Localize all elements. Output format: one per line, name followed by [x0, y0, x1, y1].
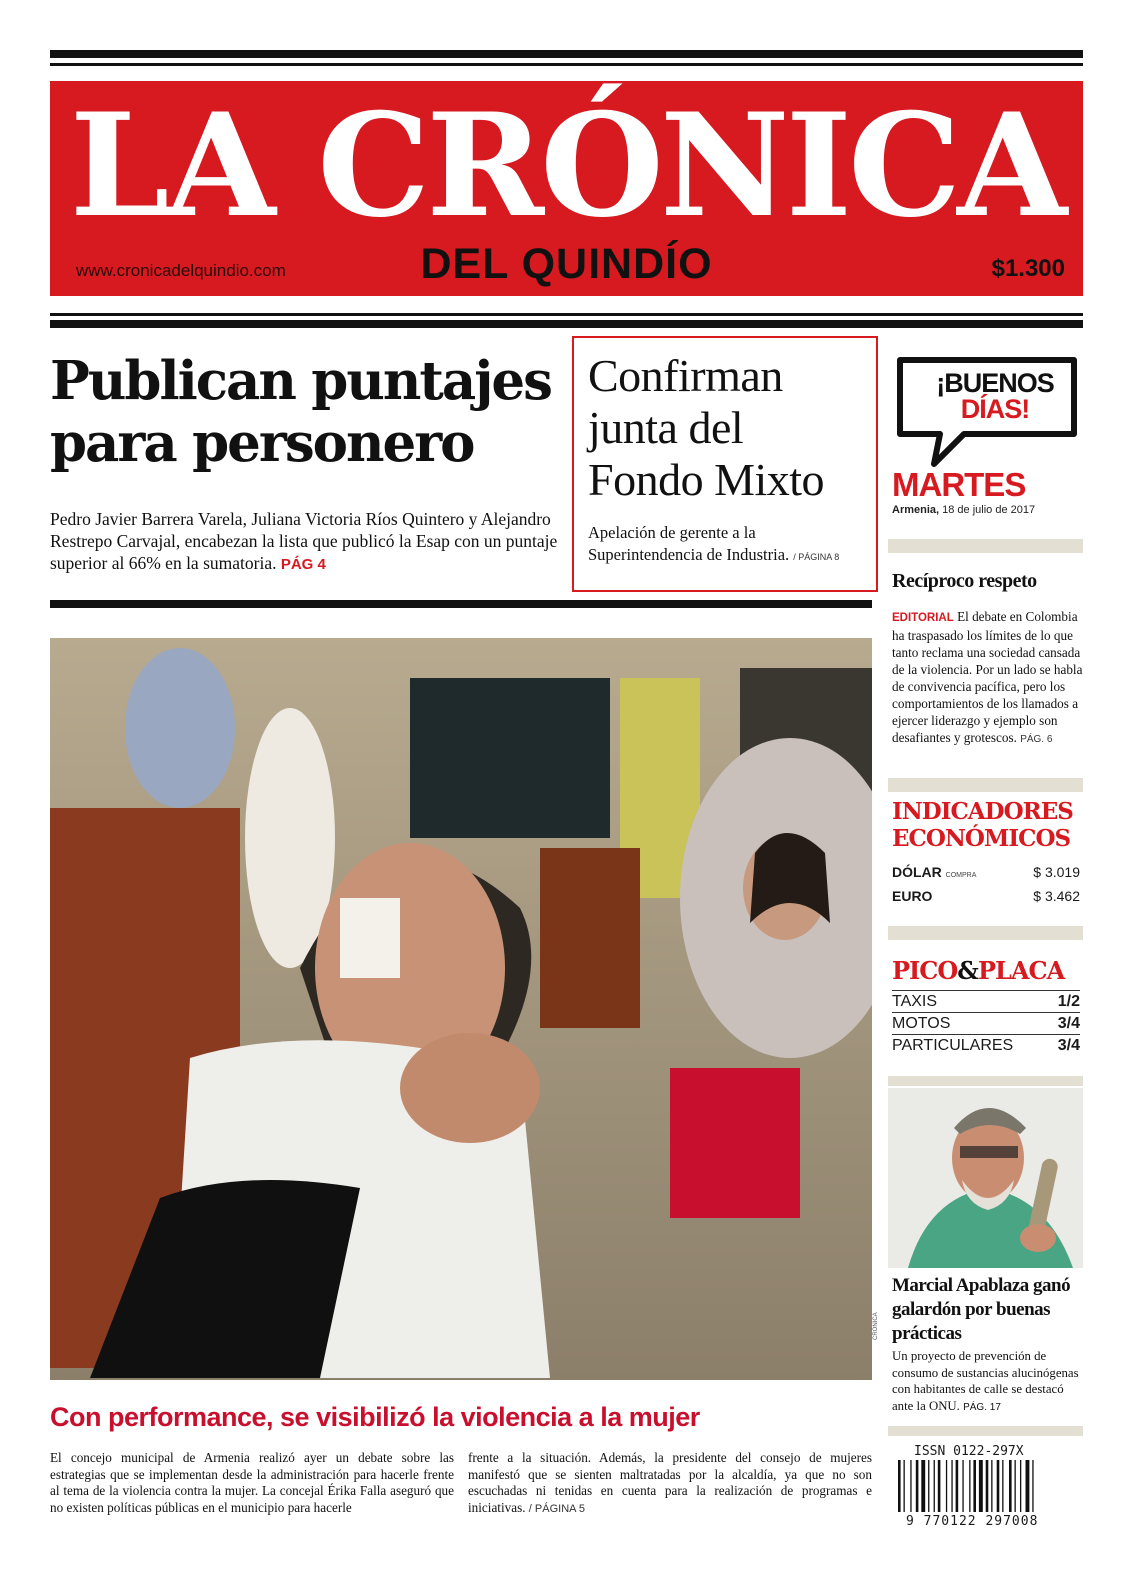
profile-photo — [888, 1088, 1083, 1268]
barcode-bar — [904, 1460, 905, 1512]
barcode-bar — [991, 1460, 992, 1512]
main-photo-image — [50, 638, 872, 1380]
buenos-dias-line-1: ¡BUENOS — [936, 368, 1054, 398]
weekday: MARTES — [892, 466, 1026, 503]
photo-credit: CRÓNICA — [873, 1312, 879, 1340]
photo-story-col-2 — [468, 1450, 872, 1517]
lead-headline[interactable]: Publican puntajes para personero — [50, 350, 551, 474]
indicator-note: COMPRA — [945, 872, 977, 879]
editorial-body — [892, 608, 1083, 748]
photo-story-headline[interactable]: Con performance, se visibilizó la violencia a la mujer — [50, 1402, 700, 1432]
profile-page-ref[interactable]: PÁG. 17 — [963, 1401, 1001, 1413]
top-rule-thin — [50, 63, 1083, 66]
barcode-bar — [921, 1460, 925, 1512]
indicator-row-dollar — [892, 864, 1080, 880]
divider-bar — [888, 539, 1083, 553]
editorial-page-ref[interactable]: PÁG. 6 — [1020, 734, 1053, 745]
barcode-bar — [916, 1460, 919, 1512]
barcode-bar — [934, 1460, 935, 1512]
divider-bar — [888, 1426, 1083, 1436]
buenos-dias-text — [910, 370, 1080, 422]
pico-placa-label: TAXIS — [892, 992, 938, 1010]
indicator-value: $ 3.462 — [1033, 888, 1080, 904]
boxed-story-page-ref[interactable]: / PÁGINA 8 — [793, 552, 840, 562]
barcode-bar — [973, 1460, 976, 1512]
boxed-story[interactable] — [572, 336, 878, 592]
pico-placa-row — [892, 1012, 1080, 1034]
boxed-story-headline: Confirman junta del Fondo Mixto — [588, 350, 825, 505]
photo-story-page-ref[interactable]: / PÁGINA 5 — [528, 1502, 586, 1515]
barcode-bar — [956, 1460, 959, 1512]
barcode-bar — [951, 1460, 952, 1512]
newspaper-title: LA CRÓNICA — [69, 83, 1064, 249]
barcode-bar — [1026, 1460, 1030, 1512]
divider-bar — [888, 1076, 1083, 1086]
sidebar — [888, 336, 1083, 1576]
dateline-date: 18 de julio de 2017 — [942, 504, 1036, 516]
divider-bar — [888, 926, 1083, 940]
buenos-dias-line-2: DÍAS! — [960, 394, 1030, 424]
barcode-digits: 9 770122 297008 — [906, 1514, 1039, 1529]
website-url[interactable]: www.cronicadelquindio.com — [76, 261, 286, 280]
barcode — [888, 1444, 1083, 1532]
barcode-bar — [969, 1460, 970, 1512]
lead-summary-text: Pedro Javier Barrera Varela, Juliana Victoria Ríos Quintero y Alejandro Restrepo Carvajal, encabezan la lista que publicó la Esap con un puntaje superior al 66% en la sumatoria. — [50, 509, 558, 573]
indicator-row-euro — [892, 888, 1080, 904]
indicator-name: DÓLAR — [892, 864, 942, 880]
boxed-story-summary — [588, 522, 862, 568]
pico-placa-title-b: PLACA — [977, 956, 1065, 985]
profile-photo-image — [888, 1088, 1083, 1268]
pico-placa-title-a: PICO — [892, 956, 958, 985]
barcode-bar — [1015, 1460, 1016, 1512]
pico-placa-label: PARTICULARES — [892, 1036, 1014, 1054]
lead-summary — [50, 508, 570, 576]
lead-bottom-rule — [50, 600, 872, 608]
barcode-bar — [979, 1460, 983, 1512]
editorial-text: El debate en Colombia ha traspasado los límites de lo que tanto reclama una sociedad cansada de la violencia. Por un lado se habla de convivencia pacífica, pero los comportamientos de los llamados a ejercer liderazgo y ejemplo son desafiantes y grotescos. — [892, 609, 1083, 745]
pico-placa-row — [892, 1034, 1080, 1056]
barcode-bar — [1020, 1460, 1021, 1512]
photo-story-col-2-text: frente a la situación. Además, la presidente del consejo de mujeres manifestó que se sienten maltratadas por la alcaldía, ya que no son escuchadas ni tenidas en cuenta para la realización de programas e iniciativas. — [468, 1450, 872, 1515]
divider-bar — [888, 778, 1083, 792]
masthead-rule-thin — [50, 313, 1083, 316]
masthead — [50, 81, 1083, 296]
lead-page-ref[interactable]: PÁG 4 — [280, 556, 326, 573]
pico-placa-label: MOTOS — [892, 1014, 951, 1032]
indicators-title: INDICADORES ECONÓMICOS — [892, 798, 1073, 852]
photo-story-col-1: El concejo municipal de Armenia realizó ayer un debate sobre las estrategias que se implementan desde la administración para hacerle frente al tema de la violencia contra la mujer. La concejal Érika Falla aseguró que no existen políticas públicas en el municipio para hacerle — [50, 1450, 454, 1515]
indicator-label — [892, 864, 976, 880]
profile-text: Un proyecto de prevención de consumo de sustancias alucinógenas con habitantes de calle se destacó ante la ONU. — [892, 1349, 1079, 1413]
pico-placa-value: 3/4 — [1057, 1036, 1080, 1054]
barcode-bar — [938, 1460, 941, 1512]
barcode-bar — [928, 1460, 929, 1512]
pico-placa-value: 1/2 — [1057, 992, 1080, 1010]
barcode-bars — [888, 1460, 1083, 1516]
editorial-title[interactable]: Recíproco respeto — [892, 570, 1037, 592]
dateline-city: Armenia, — [892, 504, 940, 516]
cover-price: $1.300 — [991, 255, 1065, 282]
barcode-bar — [910, 1460, 911, 1512]
barcode-bar — [986, 1460, 989, 1512]
barcode-bar — [1032, 1460, 1033, 1512]
pico-placa-value: 3/4 — [1057, 1014, 1080, 1032]
barcode-bar — [1009, 1460, 1012, 1512]
barcode-bar — [997, 1460, 1000, 1512]
barcode-bar — [1002, 1460, 1003, 1512]
dateline — [892, 504, 1035, 516]
pico-placa-row — [892, 990, 1080, 1012]
profile-headline[interactable]: Marcial Apablaza ganó galardón por buenas prácticas — [892, 1275, 1071, 1344]
issn-label: ISSN 0122-297X — [914, 1444, 1024, 1459]
newspaper-subtitle: DEL QUINDÍO — [420, 240, 713, 288]
boxed-story-summary-text: Apelación de gerente a la Superintendencia de Industria. — [588, 523, 790, 564]
editorial-tag: EDITORIAL — [892, 612, 954, 624]
main-photo — [50, 638, 872, 1380]
profile-body — [892, 1348, 1083, 1416]
pico-placa-title — [892, 956, 1064, 985]
top-rule-thick — [50, 50, 1083, 58]
barcode-bar — [962, 1460, 963, 1512]
barcode-bar — [946, 1460, 947, 1512]
pico-placa-amp: & — [957, 956, 978, 985]
indicator-name: EURO — [892, 888, 933, 904]
indicator-value: $ 3.019 — [1033, 864, 1080, 880]
barcode-bar — [898, 1460, 901, 1512]
buenos-dias-badge — [894, 354, 1080, 476]
masthead-rule-thick — [50, 320, 1083, 328]
